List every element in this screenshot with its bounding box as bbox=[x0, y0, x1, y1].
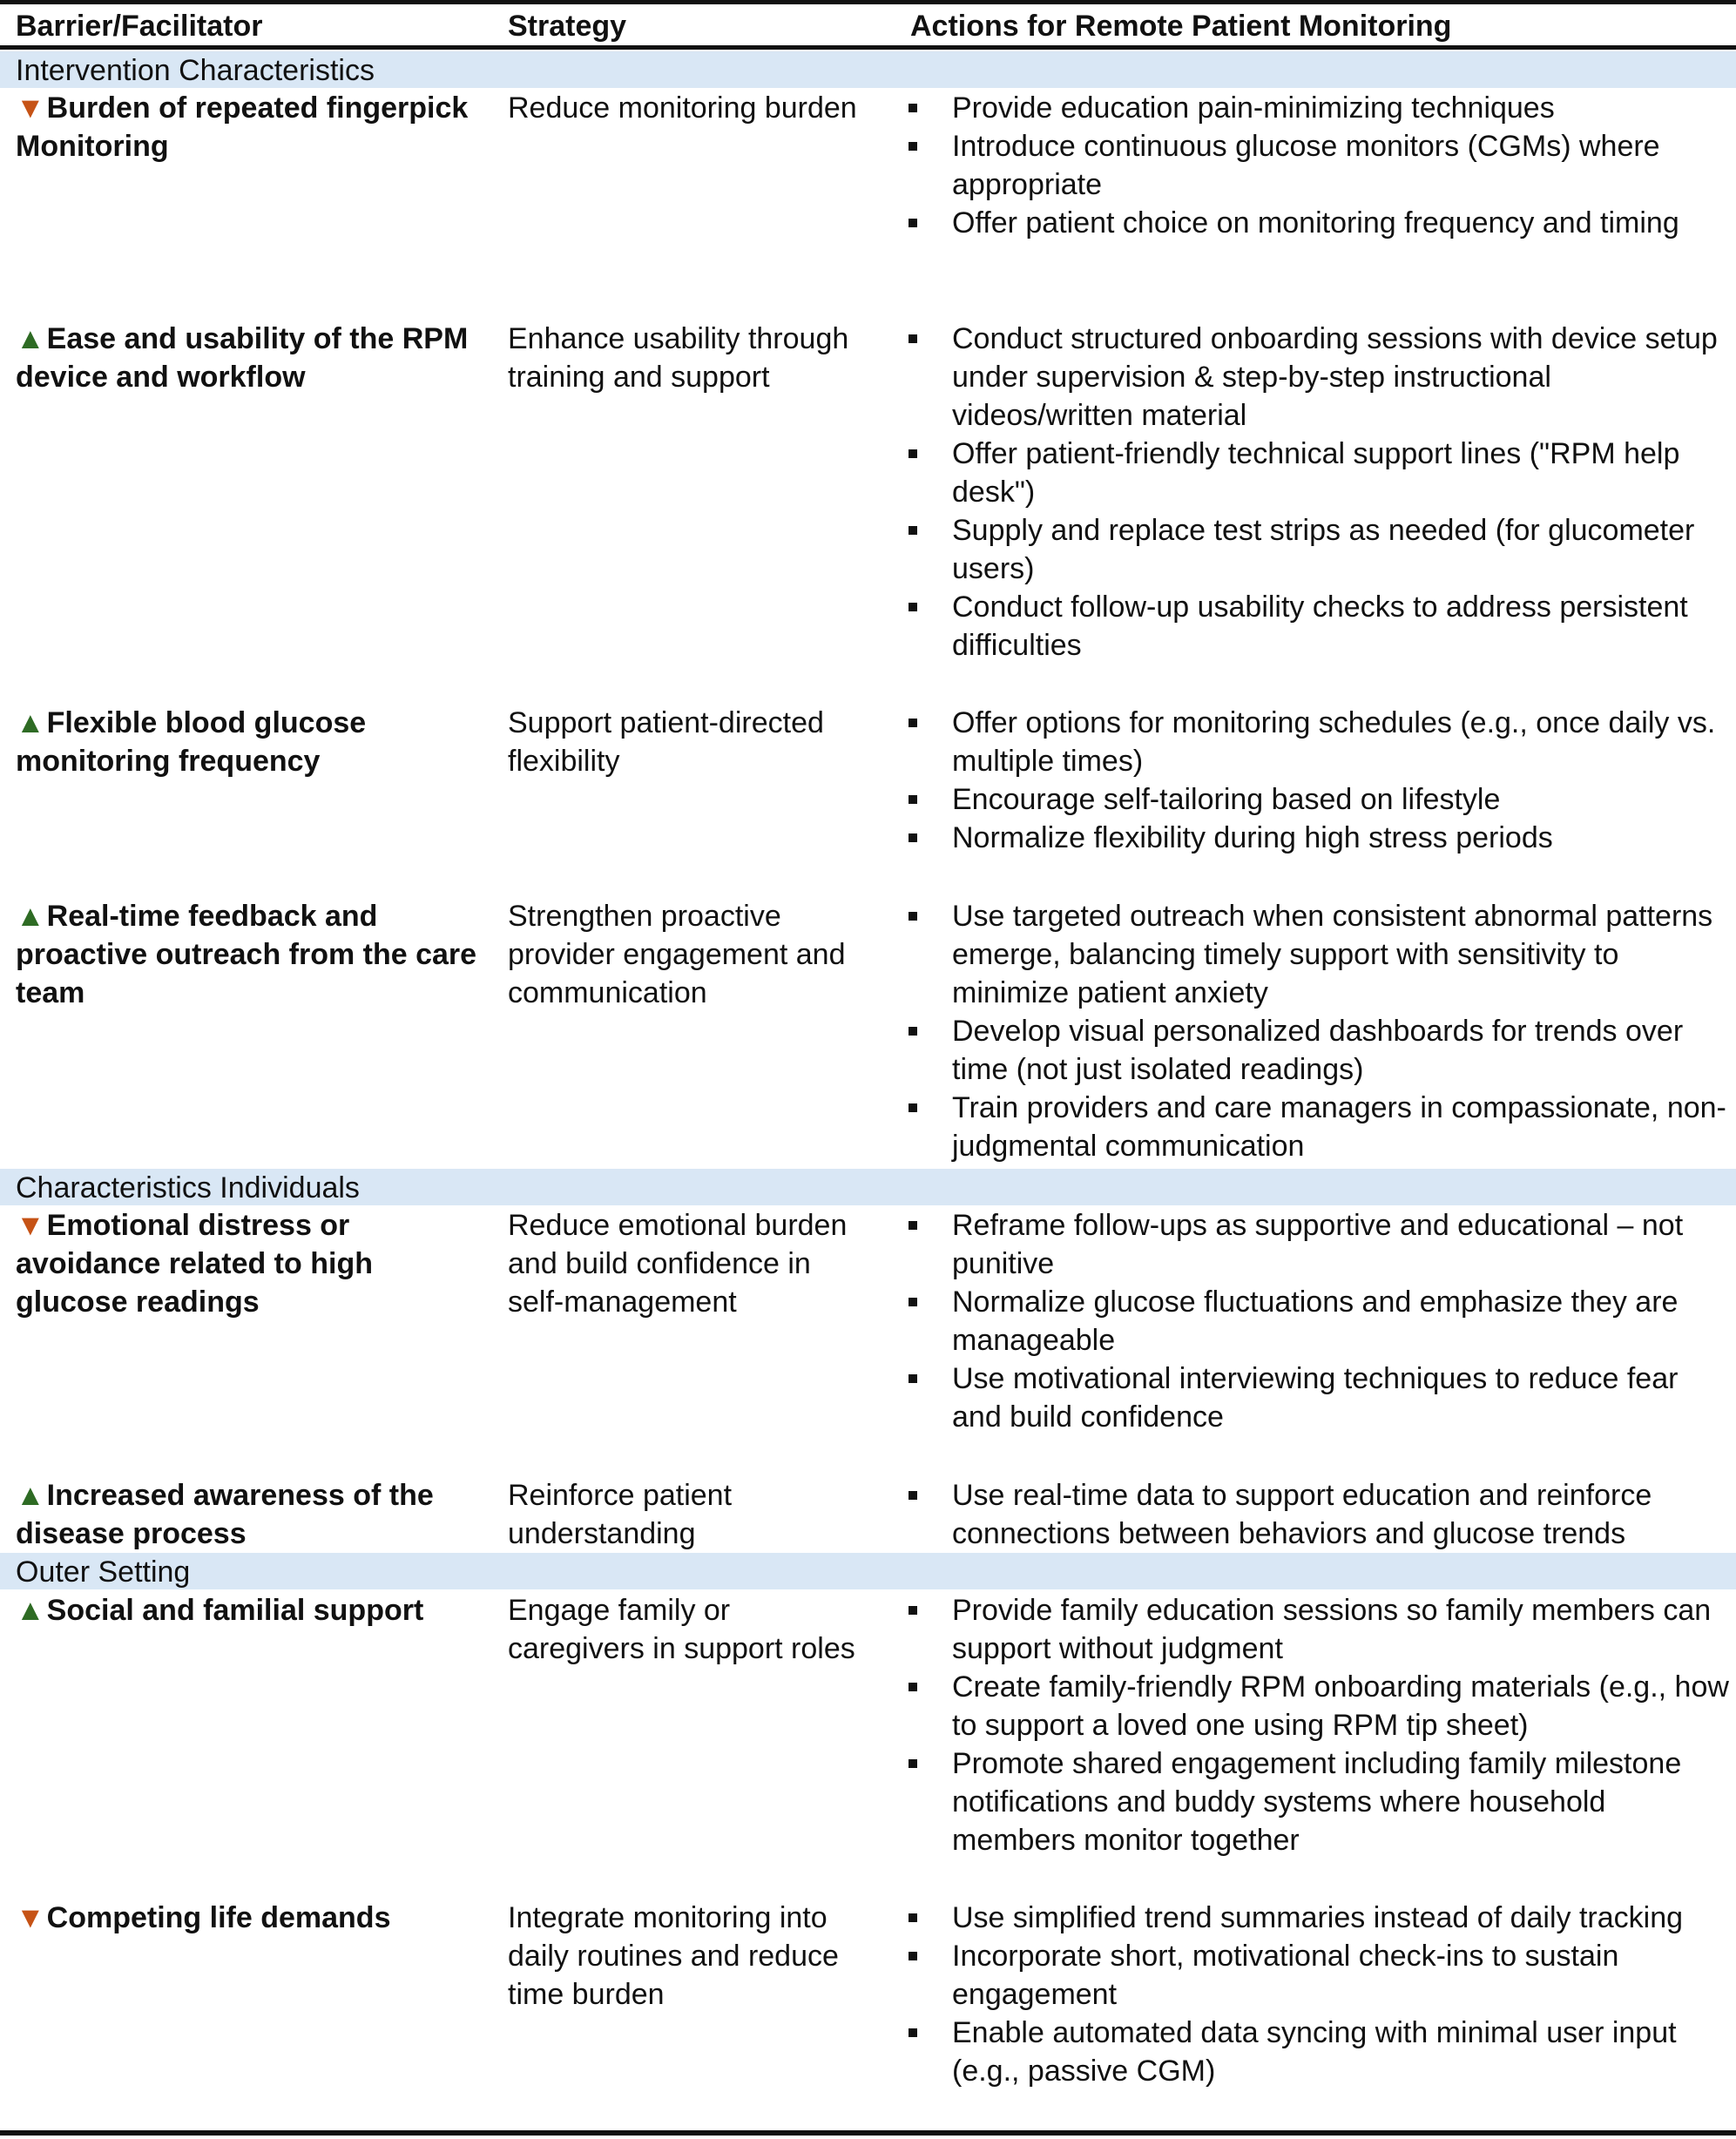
barrier-down-arrow-icon: ▼ bbox=[16, 1209, 45, 1242]
barrier-cell bbox=[16, 1206, 490, 1321]
strategy-cell: Reduce monitoring burden bbox=[508, 91, 857, 125]
square-bullet-icon bbox=[909, 912, 917, 921]
action-item: Normalize flexibility during high stress periods bbox=[902, 819, 1729, 857]
barrier-text: Emotional distress or avoidance related to high glucose readings bbox=[16, 1209, 373, 1319]
action-item: Use simplified trend summaries instead of daily tracking bbox=[902, 1899, 1729, 1937]
action-item: Provide education pain-minimizing techniques bbox=[902, 89, 1729, 127]
square-bullet-icon bbox=[909, 1027, 917, 1036]
section-outer-setting bbox=[0, 1553, 1736, 1589]
actions-cell bbox=[902, 1899, 1729, 2090]
actions-cell bbox=[902, 704, 1729, 857]
actions-cell bbox=[902, 1591, 1729, 1859]
action-item: Conduct structured onboarding sessions with device setup under supervision & step-by-step instructional videos/written material bbox=[902, 320, 1729, 435]
facilitator-up-arrow-icon: ▲ bbox=[16, 900, 45, 933]
action-item: Incorporate short, motivational check-ins to sustain engagement bbox=[902, 1937, 1729, 2014]
square-bullet-icon bbox=[909, 142, 917, 151]
square-bullet-icon bbox=[909, 449, 917, 458]
action-item: Provide family education sessions so family members can support without judgment bbox=[902, 1591, 1729, 1668]
square-bullet-icon bbox=[909, 2028, 917, 2037]
actions-cell bbox=[902, 1206, 1729, 1436]
action-item: Use real-time data to support education and reinforce connections between behaviors and glucose trends bbox=[902, 1476, 1729, 1553]
square-bullet-icon bbox=[909, 1759, 917, 1768]
header-rule bbox=[0, 45, 1736, 50]
barrier-cell bbox=[16, 1591, 490, 1630]
square-bullet-icon bbox=[909, 1913, 917, 1922]
action-list bbox=[902, 1591, 1729, 1859]
square-bullet-icon bbox=[909, 1606, 917, 1615]
barrier-down-arrow-icon: ▼ bbox=[16, 91, 45, 125]
section-characteristics-individuals bbox=[0, 1169, 1736, 1205]
strategy-cell: Reinforce patient understanding bbox=[508, 1479, 733, 1550]
actions-cell bbox=[902, 89, 1729, 242]
facilitator-up-arrow-icon: ▲ bbox=[16, 1594, 45, 1627]
square-bullet-icon bbox=[909, 1221, 917, 1230]
action-item: Normalize glucose fluctuations and emphasize they are manageable bbox=[902, 1283, 1729, 1360]
action-item: Conduct follow-up usability checks to address persistent difficulties bbox=[902, 588, 1729, 665]
square-bullet-icon bbox=[909, 1374, 917, 1383]
action-item: Encourage self-tailoring based on lifestyle bbox=[902, 780, 1729, 819]
strategy-cell: Integrate monitoring into daily routines and reduce time burden bbox=[508, 1901, 839, 2011]
barrier-cell bbox=[16, 704, 490, 780]
facilitator-up-arrow-icon: ▲ bbox=[16, 322, 45, 355]
strategy-cell: Reduce emotional burden and build confidence in self-management bbox=[508, 1209, 848, 1319]
strategy-cell: Strengthen proactive provider engagement and communication bbox=[508, 900, 846, 1009]
action-item: Train providers and care managers in compassionate, non-judgmental communication bbox=[902, 1089, 1729, 1165]
square-bullet-icon bbox=[909, 104, 917, 112]
barrier-cell bbox=[16, 89, 490, 165]
barrier-text: Ease and usability of the RPM device and workflow bbox=[16, 322, 469, 394]
square-bullet-icon bbox=[909, 334, 917, 343]
action-item: Use motivational interviewing techniques to reduce fear and build confidence bbox=[902, 1360, 1729, 1436]
action-item: Use targeted outreach when consistent abnormal patterns emerge, balancing timely support with sensitivity to minimize patient anxiety bbox=[902, 897, 1729, 1012]
barrier-down-arrow-icon: ▼ bbox=[16, 1901, 45, 1934]
header-strategy: Strategy bbox=[508, 10, 627, 43]
barrier-cell bbox=[16, 320, 490, 396]
square-bullet-icon bbox=[909, 1683, 917, 1691]
strategy-cell: Enhance usability through training and support bbox=[508, 322, 849, 394]
square-bullet-icon bbox=[909, 1491, 917, 1500]
barrier-text: Real-time feedback and proactive outreach from the care team bbox=[16, 900, 477, 1009]
barrier-cell bbox=[16, 1476, 490, 1553]
action-item: Introduce continuous glucose monitors (CGMs) where appropriate bbox=[902, 127, 1729, 204]
action-item: Offer patient-friendly technical support lines ("RPM help desk") bbox=[902, 435, 1729, 511]
actions-cell bbox=[902, 897, 1729, 1165]
header-actions: Actions for Remote Patient Monitoring bbox=[910, 10, 1452, 43]
action-item: Reframe follow-ups as supportive and educational – not punitive bbox=[902, 1206, 1729, 1283]
square-bullet-icon bbox=[909, 719, 917, 727]
section-title: Characteristics Individuals bbox=[16, 1171, 360, 1204]
strategy-cell: Support patient-directed flexibility bbox=[508, 706, 824, 778]
action-list bbox=[902, 89, 1729, 242]
action-list bbox=[902, 320, 1729, 665]
strategy-cell: Engage family or caregivers in support roles bbox=[508, 1594, 855, 1665]
square-bullet-icon bbox=[909, 219, 917, 227]
action-list bbox=[902, 1899, 1729, 2090]
square-bullet-icon bbox=[909, 833, 917, 842]
barrier-text: Burden of repeated fingerpick Monitoring bbox=[16, 91, 469, 163]
action-item: Enable automated data syncing with minimal user input (e.g., passive CGM) bbox=[902, 2014, 1729, 2090]
square-bullet-icon bbox=[909, 1952, 917, 1960]
barrier-cell bbox=[16, 1899, 490, 1937]
action-item: Offer options for monitoring schedules (e.g., once daily vs. multiple times) bbox=[902, 704, 1729, 780]
square-bullet-icon bbox=[909, 1298, 917, 1306]
top-rule bbox=[0, 0, 1736, 4]
square-bullet-icon bbox=[909, 603, 917, 611]
barrier-text: Social and familial support bbox=[46, 1594, 424, 1627]
actions-cell bbox=[902, 1476, 1729, 1553]
section-title: Intervention Characteristics bbox=[16, 54, 375, 87]
action-item: Supply and replace test strips as needed (for glucometer users) bbox=[902, 511, 1729, 588]
action-list bbox=[902, 704, 1729, 857]
bottom-rule bbox=[0, 2130, 1736, 2136]
action-item: Develop visual personalized dashboards for trends over time (not just isolated readings) bbox=[902, 1012, 1729, 1089]
barrier-cell bbox=[16, 897, 490, 1012]
actions-cell bbox=[902, 320, 1729, 665]
barrier-text: Increased awareness of the disease process bbox=[16, 1479, 434, 1550]
section-intervention-characteristics bbox=[0, 51, 1736, 88]
action-item: Create family-friendly RPM onboarding materials (e.g., how to support a loved one using RPM tip sheet) bbox=[902, 1668, 1729, 1744]
section-title: Outer Setting bbox=[16, 1555, 191, 1589]
barrier-text: Competing life demands bbox=[46, 1901, 391, 1934]
barrier-text: Flexible blood glucose monitoring frequency bbox=[16, 706, 367, 778]
square-bullet-icon bbox=[909, 1103, 917, 1112]
action-item: Offer patient choice on monitoring frequency and timing bbox=[902, 204, 1729, 242]
action-list bbox=[902, 897, 1729, 1165]
action-item: Promote shared engagement including family milestone notifications and buddy systems where household members monitor together bbox=[902, 1744, 1729, 1859]
action-list bbox=[902, 1476, 1729, 1553]
facilitator-up-arrow-icon: ▲ bbox=[16, 706, 45, 739]
facilitator-up-arrow-icon: ▲ bbox=[16, 1479, 45, 1512]
action-list bbox=[902, 1206, 1729, 1436]
header-barrier-facilitator: Barrier/Facilitator bbox=[16, 10, 263, 43]
square-bullet-icon bbox=[909, 526, 917, 535]
square-bullet-icon bbox=[909, 795, 917, 804]
